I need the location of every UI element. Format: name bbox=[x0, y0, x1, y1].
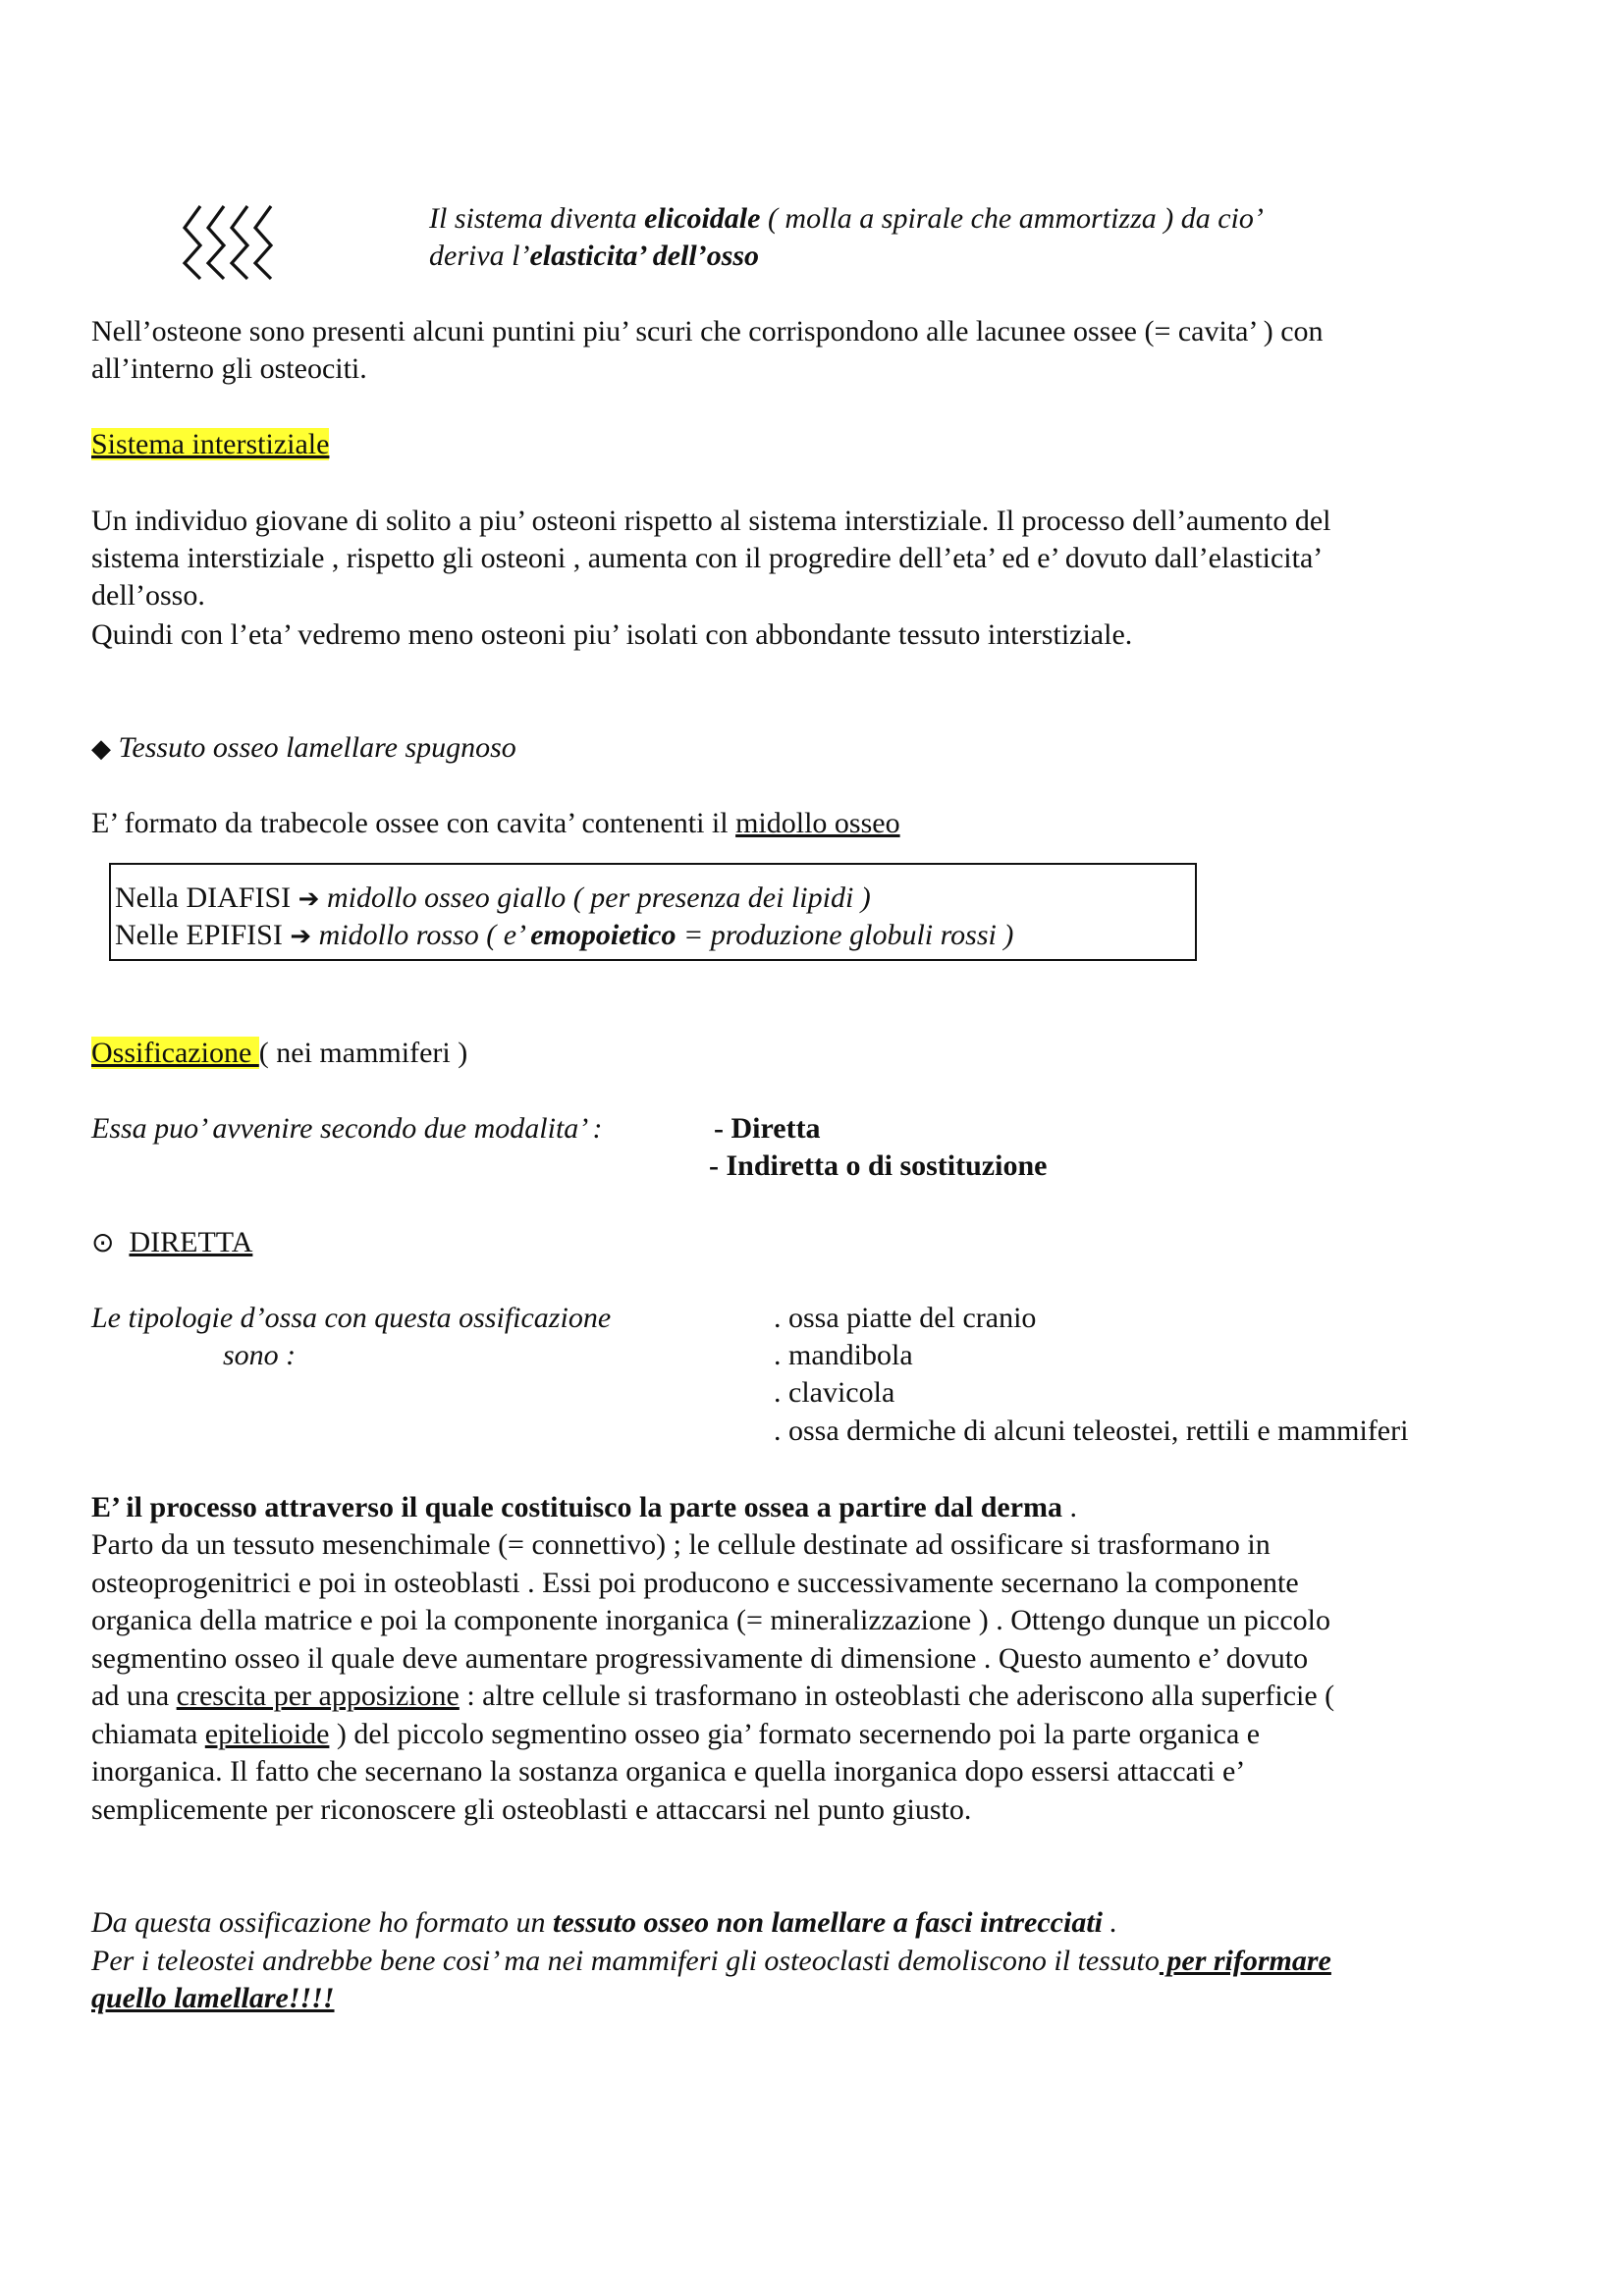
list-item: . clavicola bbox=[774, 1376, 895, 1409]
section-heading-spugnoso: ◆ Tessuto osseo lamellare spugnoso bbox=[91, 731, 516, 764]
diamond-bullet-icon: ◆ bbox=[91, 734, 111, 764]
conclusione-line-3: quello lamellare!!!! bbox=[91, 1982, 335, 2014]
processo-lead: E’ il processo attraverso il quale costituisco la parte ossea a partire dal derma . bbox=[91, 1491, 1078, 1523]
box-row-epifisi: Nelle EPIFISI ➔ midollo rosso ( e’ emopoietico = produzione globuli rossi ) bbox=[115, 919, 1014, 951]
tipologie-line-2: sono : bbox=[223, 1339, 297, 1371]
helix-line-2: deriva l’elasticita’ dell’osso bbox=[429, 240, 760, 272]
intro-line-2: all’interno gli osteociti. bbox=[91, 352, 367, 385]
box-row-diafisi: Nella DIAFISI ➔ midollo osseo giallo ( per presenza dei lipidi ) bbox=[115, 881, 871, 914]
section-heading-diretta: ⊙ DIRETTA bbox=[91, 1226, 253, 1258]
mode-diretta: - Diretta bbox=[714, 1112, 821, 1145]
circled-dot-bullet-icon: ⊙ bbox=[91, 1226, 115, 1258]
interstiziale-line-2: sistema interstiziale , rispetto gli osteoni , aumenta con il progredire dell’eta’ ed e’ dovuto dall’elasticita’ bbox=[91, 542, 1324, 574]
spugnoso-line: E’ formato da trabecole ossee con cavita’ contenenti il midollo osseo bbox=[91, 807, 900, 839]
list-item: . ossa piatte del cranio bbox=[774, 1302, 1037, 1334]
modalita-text: Essa puo’ avvenire secondo due modalita’ : bbox=[91, 1112, 603, 1145]
section-heading-ossificazione: Ossificazione ( nei mammiferi ) bbox=[91, 1037, 468, 1069]
processo-line-8: inorganica. Il fatto che secernano la sostanza organica e quella inorganica dopo essersi attaccati e’ bbox=[91, 1755, 1246, 1788]
interstiziale-line-4: Quindi con l’eta’ vedremo meno osteoni piu’ isolati con abbondante tessuto interstiziale. bbox=[91, 618, 1133, 651]
right-arrow-icon: ➔ bbox=[290, 922, 312, 951]
zigzag-spring-icon bbox=[181, 202, 289, 281]
list-item: . ossa dermiche di alcuni teleostei, rettili e mammiferi bbox=[774, 1415, 1409, 1447]
conclusione-line-1: Da questa ossificazione ho formato un tessuto osseo non lamellare a fasci intrecciati . bbox=[91, 1906, 1117, 1939]
intro-line-1: Nell’osteone sono presenti alcuni puntini piu’ scuri che corrispondono alle lacunee ossee (= cavita’ ) con bbox=[91, 315, 1324, 347]
processo-line-3: osteoprogenitrici e poi in osteoblasti . Essi poi producono e successivamente secernano la componente bbox=[91, 1567, 1299, 1599]
processo-line-2: Parto da un tessuto mesenchimale (= connettivo) ; le cellule destinate ad ossificare si trasformano in bbox=[91, 1528, 1271, 1561]
section-heading-interstiziale: Sistema interstiziale bbox=[91, 428, 330, 460]
interstiziale-line-1: Un individuo giovane di solito a piu’ osteoni rispetto al sistema interstiziale. Il processo dell’aumento del bbox=[91, 505, 1331, 537]
list-item: . mandibola bbox=[774, 1339, 913, 1371]
processo-line-9: semplicemente per riconoscere gli osteoblasti e attaccarsi nel punto giusto. bbox=[91, 1793, 972, 1826]
processo-line-4: organica della matrice e poi la componente inorganica (= mineralizzazione ) . Ottengo dunque un piccolo bbox=[91, 1604, 1330, 1636]
processo-line-7: chiamata epitelioide ) del piccolo segmentino osseo gia’ formato secernendo poi la parte organica e bbox=[91, 1718, 1261, 1750]
mode-indiretta: - Indiretta o di sostituzione bbox=[709, 1149, 1048, 1182]
right-arrow-icon: ➔ bbox=[298, 884, 320, 914]
helix-line-1: Il sistema diventa elicoidale ( molla a spirale che ammortizza ) da cio’ bbox=[429, 202, 1264, 235]
tipologie-line-1: Le tipologie d’ossa con questa ossificazione bbox=[91, 1302, 612, 1334]
processo-line-6: ad una crescita per apposizione : altre cellule si trasformano in osteoblasti che aderiscono alla superficie ( bbox=[91, 1680, 1335, 1712]
conclusione-line-2: Per i teleostei andrebbe bene cosi’ ma nei mammiferi gli osteoclasti demoliscono il tessuto per riformare bbox=[91, 1945, 1331, 1977]
interstiziale-line-3: dell’osso. bbox=[91, 579, 205, 612]
processo-line-5: segmentino osseo il quale deve aumentare progressivamente di dimensione . Questo aumento e’ dovuto bbox=[91, 1642, 1309, 1675]
